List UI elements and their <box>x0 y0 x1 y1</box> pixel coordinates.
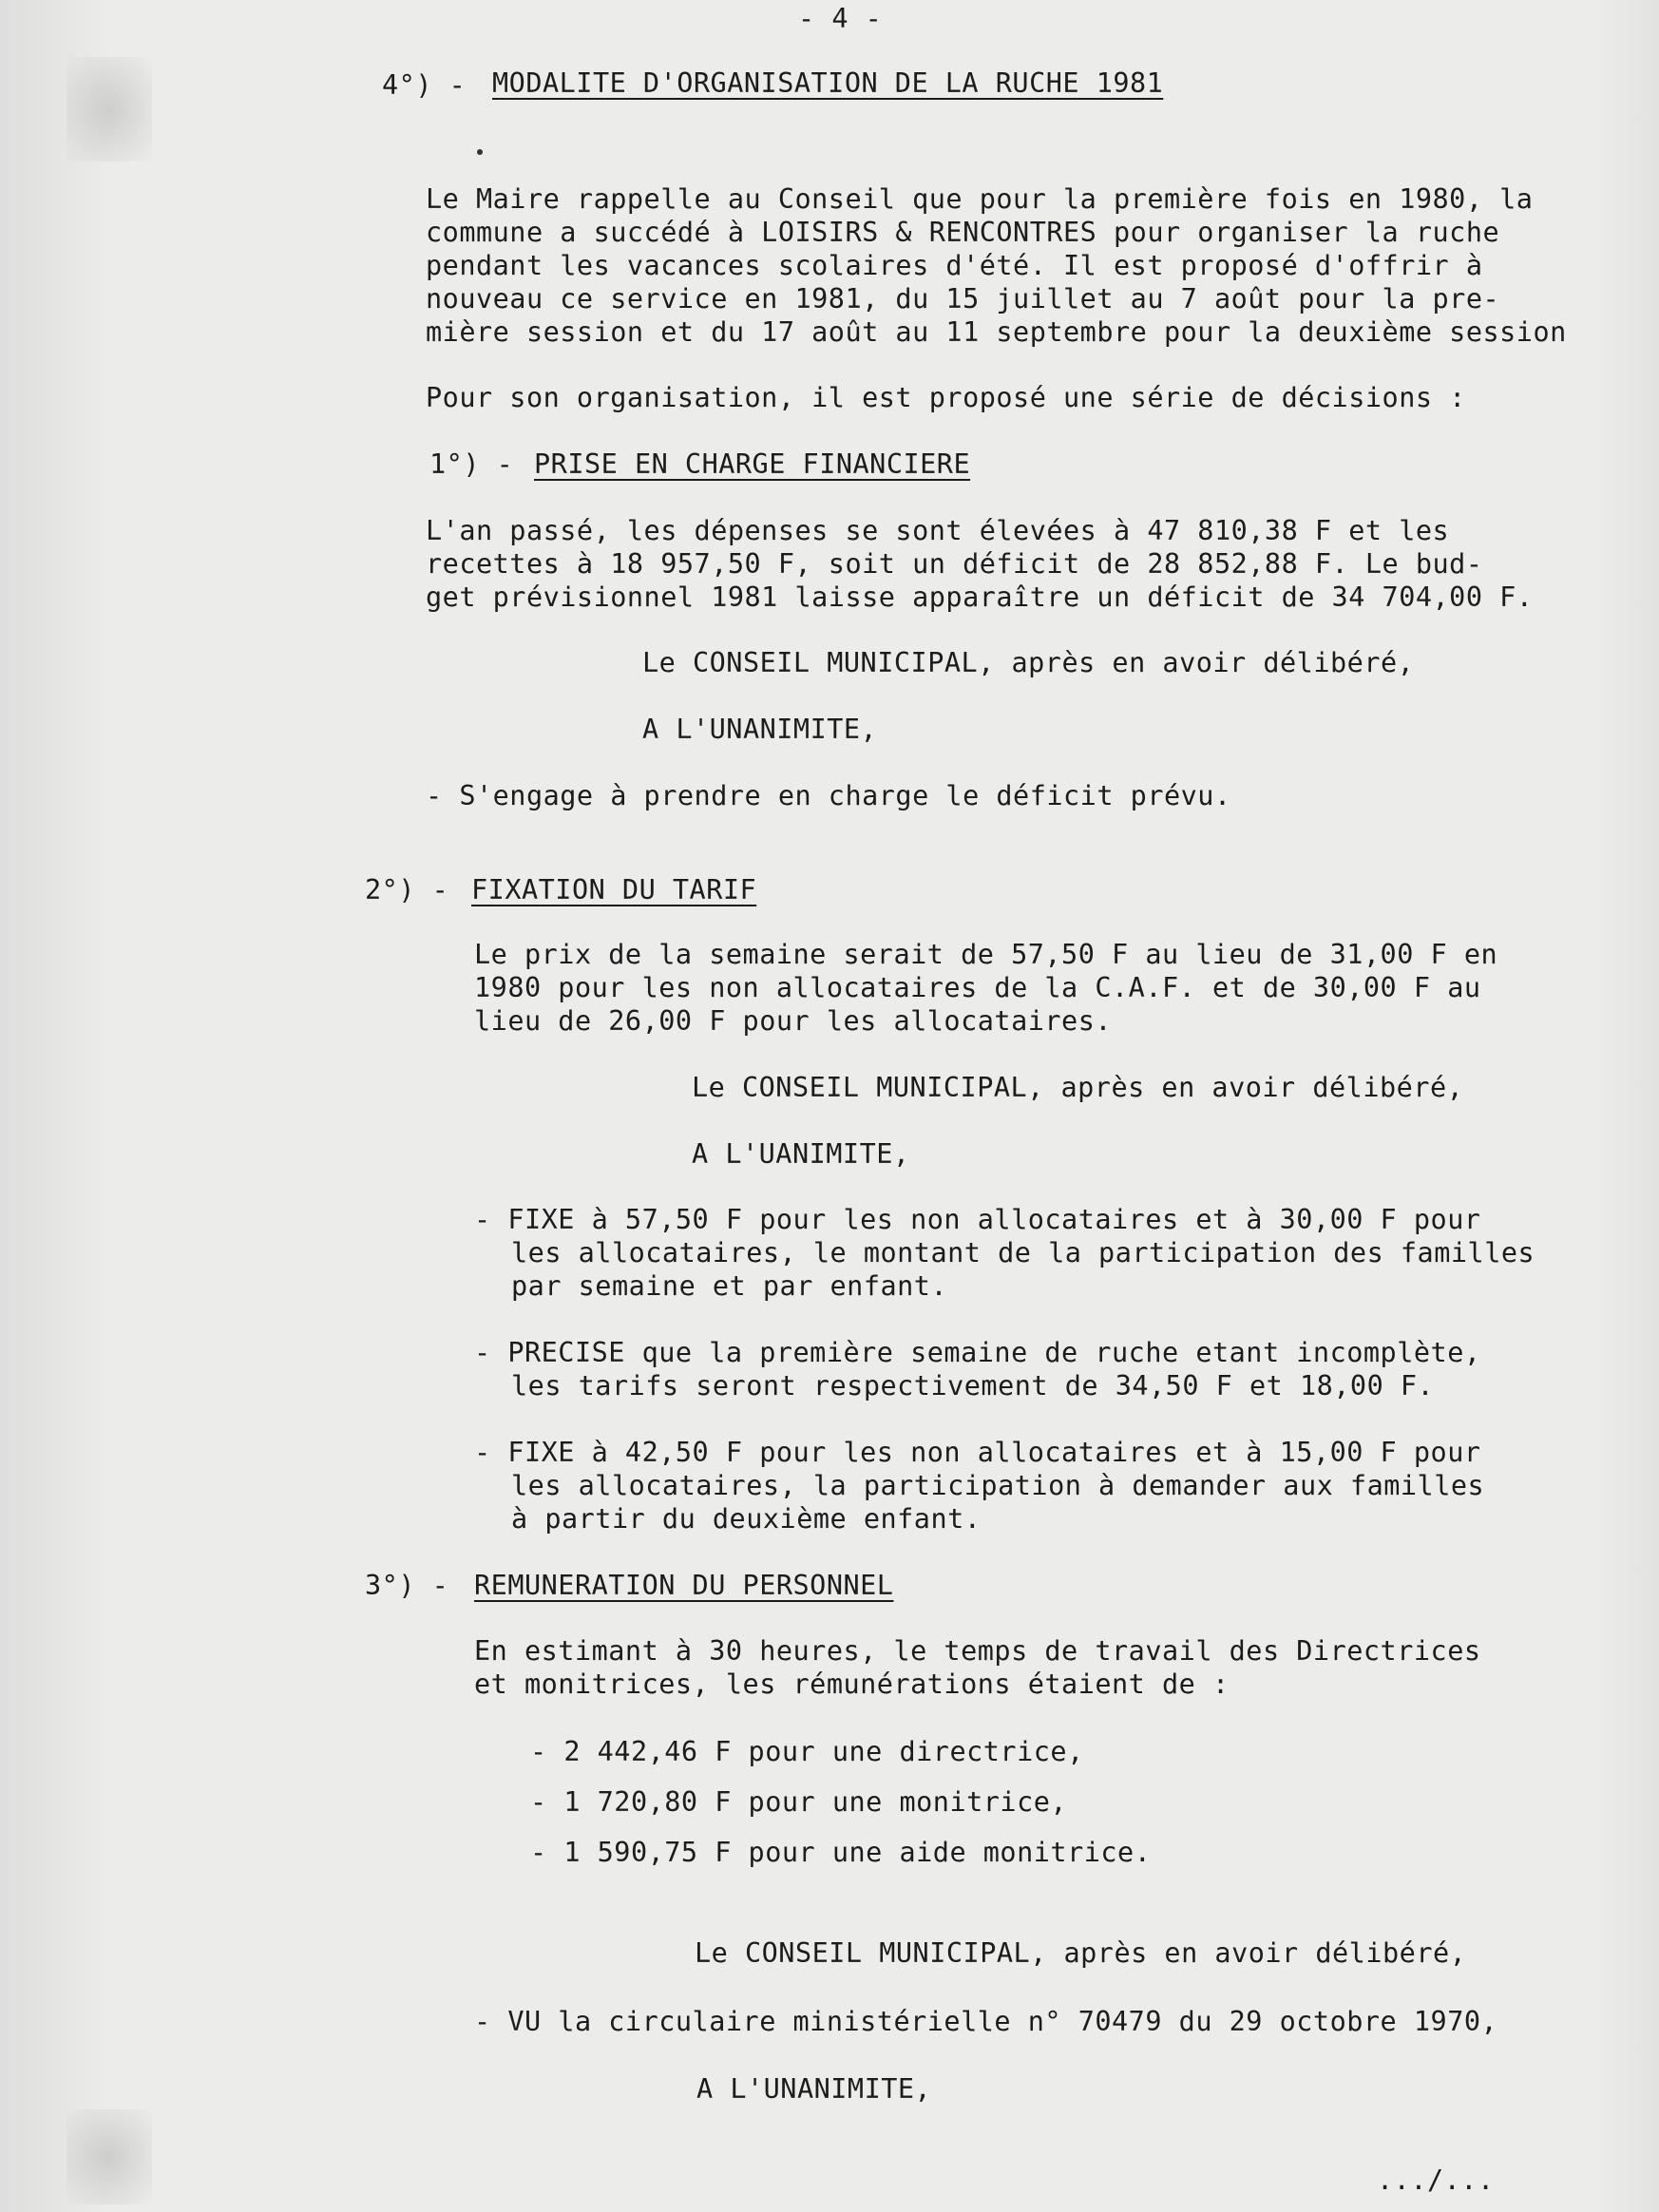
page-smudge <box>67 2109 152 2204</box>
decision-line: les tarifs seront respectivement de 34,50 F et 18,00 F. <box>511 1370 1435 1402</box>
subsection-number: 1°) - <box>429 448 514 480</box>
council-line: Le CONSEIL MUNICIPAL, après en avoir délibéré, <box>642 647 1415 678</box>
paragraph-line: get prévisionnel 1981 laisse apparaître un déficit de 34 704,00 F. <box>426 582 1534 613</box>
decision-line: les allocataires, le montant de la participation des familles <box>511 1237 1535 1268</box>
considering-line: - VU la circulaire ministérielle n° 70479 du 29 octobre 1970, <box>474 2006 1498 2037</box>
decision-line: - FIXE à 57,50 F pour les non allocataires et à 30,00 F pour <box>474 1204 1481 1235</box>
subsection-number: 3°) - <box>365 1570 449 1601</box>
paragraph-line: En estimant à 30 heures, le temps de travail des Directrices <box>474 1635 1481 1667</box>
paragraph-line: Le prix de la semaine serait de 57,50 F au lieu de 31,00 F en <box>474 939 1498 970</box>
section-number: 4°) - <box>382 69 467 101</box>
intro-line: mière session et du 17 août au 11 septembre pour la deuxième session <box>426 316 1567 348</box>
paragraph-line: lieu de 26,00 F pour les allocataires. <box>474 1005 1113 1037</box>
subsection-title: FIXATION DU TARIF <box>471 874 757 906</box>
subsection-title: REMUNERATION DU PERSONNEL <box>474 1570 894 1601</box>
intro-line: pendant les vacances scolaires d'été. Il est proposé d'offrir à <box>426 250 1483 281</box>
paragraph-line: et monitrices, les rémunérations étaient de : <box>474 1669 1230 1700</box>
list-item: - 1 720,80 F pour une monitrice, <box>530 1786 1068 1818</box>
council-line: Le CONSEIL MUNICIPAL, après en avoir délibéré, <box>695 1937 1467 1969</box>
subsection-title: PRISE EN CHARGE FINANCIERE <box>534 448 971 480</box>
vote-line: A L'UNANIMITE, <box>642 714 878 745</box>
council-line: Le CONSEIL MUNICIPAL, après en avoir délibéré, <box>692 1072 1464 1103</box>
section-title: MODALITE D'ORGANISATION DE LA RUCHE 1981 <box>492 67 1164 99</box>
decision-line: à partir du deuxième enfant. <box>511 1503 982 1535</box>
decision-line: - S'engage à prendre en charge le déficit prévu. <box>426 780 1231 811</box>
intro-line: nouveau ce service en 1981, du 15 juillet au 7 août pour la pre- <box>426 283 1500 315</box>
proposal-line: Pour son organisation, il est proposé une série de décisions : <box>426 382 1466 413</box>
continuation-mark: .../... <box>1377 2164 1495 2196</box>
vote-line: A L'UNANIMITE, <box>696 2073 932 2105</box>
paragraph-line: recettes à 18 957,50 F, soit un déficit de 28 852,88 F. Le bud- <box>426 548 1483 580</box>
paragraph-line: L'an passé, les dépenses se sont élevées à 47 810,38 F et les <box>426 515 1450 546</box>
list-item: - 2 442,46 F pour une directrice, <box>530 1736 1084 1767</box>
page-smudge <box>67 57 152 162</box>
paragraph-line: 1980 pour les non allocataires de la C.A.F. et de 30,00 F au <box>474 972 1481 1003</box>
list-item: - 1 590,75 F pour une aide monitrice. <box>530 1837 1152 1868</box>
page-number: - 4 - <box>798 3 883 34</box>
decision-line: - FIXE à 42,50 F pour les non allocataires et à 15,00 F pour <box>474 1437 1481 1468</box>
subsection-number: 2°) - <box>365 874 449 906</box>
stray-dot <box>477 149 483 155</box>
decision-line: par semaine et par enfant. <box>511 1270 948 1302</box>
intro-line: Le Maire rappelle au Conseil que pour la première fois en 1980, la <box>426 183 1534 215</box>
decision-line: - PRECISE que la première semaine de ruche etant incomplète, <box>474 1337 1481 1368</box>
intro-line: commune a succédé à LOISIRS & RENCONTRES pour organiser la ruche <box>426 217 1500 248</box>
vote-line: A L'UANIMITE, <box>692 1138 910 1170</box>
decision-line: les allocataires, la participation à demander aux familles <box>511 1470 1485 1501</box>
